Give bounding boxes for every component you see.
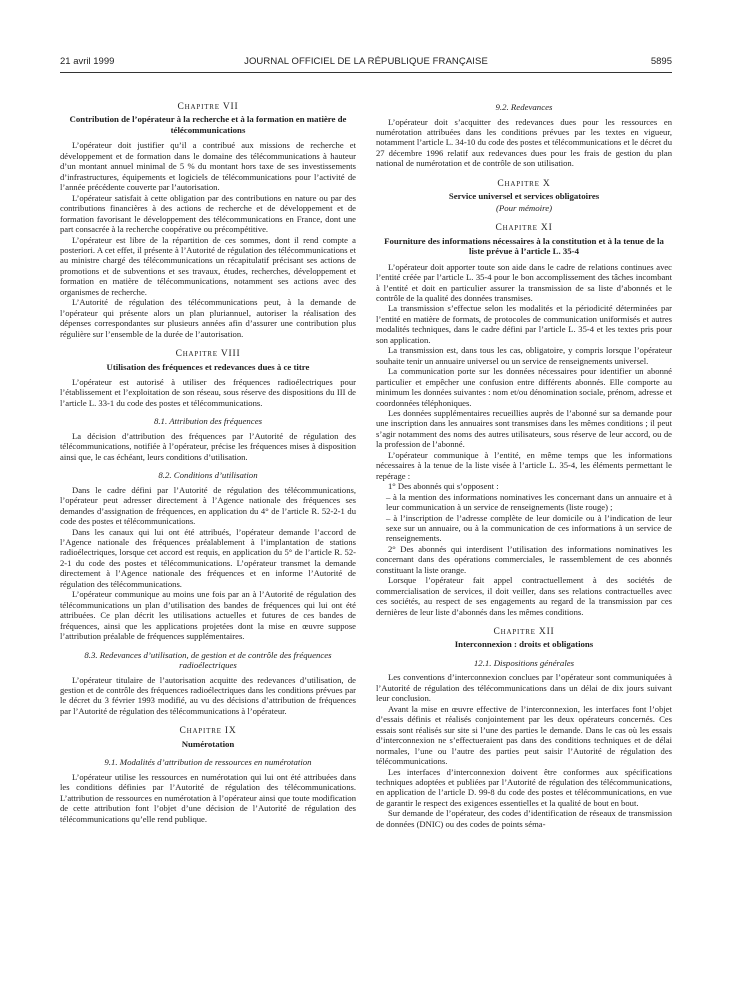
paragraph: Dans les canaux qui lui ont été attribués, l’opérateur demande l’accord de l’Agence nationale des fréquences préalablement à l’implantation de stations radioélectriques, lorsque cet accord est requis, en application du 5° de l’article R. 52-2-1 du code des postes et télécommunications. L’opérateur transmet la demande directement à l’Agence nationale des fréquences et en informe l’Autorité de régulation des télécommunications.	[60, 526, 356, 589]
paragraph: L’opérateur doit justifier qu’il a contribué aux missions de recherche et développement et de formation dans le domaine des télécommunications à hauteur d’un montant annuel minimal de 5 % du montant hors taxe de ses investissements d’infrastructures, équipements et logiciels de télécommunications pour l’activité de l’année précédente couverte par l’autorisation.	[60, 140, 356, 193]
paragraph: Les conventions d’interconnexion conclues par l’opérateur sont communiquées à l’Autorité de régulation des télécommunications dans un délai de dix jours suivant leur conclusion.	[376, 672, 672, 704]
paragraph: 2° Des abonnés qui interdisent l’utilisation des informations nominatives les concernant dans des opérations commerciales, le rassemblement de ces abonnés constituant la liste orange.	[376, 543, 672, 575]
paragraph: 1° Des abonnés qui s’opposent :	[388, 481, 499, 492]
header-date: 21 avril 1999	[60, 56, 115, 67]
paragraph: La décision d’attribution des fréquences par l’Autorité de régulation des télécommunications, notifiée à l’opérateur, précise les fréquences mises à disposition ainsi que, le cas échéant, leurs conditions d’utilisation.	[60, 430, 356, 462]
paragraph: Avant la mise en œuvre effective de l’interconnexion, les interfaces font l’objet d’essais définis et réalisés conjointement par les deux opérateurs concernés. Ces essais sont réalisés sur site si l’une des parties le demande. Dans le cas où les essais d’interconnexion ne s’effectueraient pas dans des conditions techniques et de délai normales, l’une ou l’autre des parties peut saisir l’Autorité de régulation des télécommunications.	[376, 703, 672, 767]
paragraph: Sur demande de l’opérateur, des codes d’identification de réseaux de transmission de données (DNIC) ou des codes de points séma-	[376, 808, 672, 829]
section-heading: 8.2. Conditions d’utilisation	[158, 470, 258, 481]
chapter-heading: Chapitre IX	[179, 726, 237, 737]
paragraph: La transmission s’effectue selon les modalités et la périodicité déterminées par l’entité en matière de formats, de protocoles de communication uniformisés et autres modalités techniques, dans le cadre défini par l’article L. 35-4 et les textes pris pour son application.	[376, 303, 672, 345]
section-heading: 9.1. Modalités d’attribution de ressources en numérotation	[104, 757, 312, 768]
chapter-title: Fourniture des informations nécessaires à la constitution et à la tenue de la liste prévue à l’article L. 35-4	[384, 235, 664, 257]
paragraph: L’opérateur communique au moins une fois par an à l’Autorité de régulation des télécommunications un plan d’utilisation des bandes de fréquences qui lui ont été attribuées. Ce plan décrit les utilisations actuelles et futures de ces bandes de fréquences, ainsi que les applications projetées dont la mise en œuvre suppose l’attribution préalable de fréquences supplémentaires.	[60, 589, 356, 642]
chapter-heading: Chapitre X	[497, 178, 551, 189]
section-heading: 8.1. Attribution des fréquences	[153, 416, 263, 427]
page-header	[60, 56, 672, 70]
left-column	[60, 96, 356, 824]
paragraph: L’Autorité de régulation des télécommunications peut, à la demande de l’opérateur qui présente alors un plan pluriannuel, autoriser la réalisation des dépenses correspondantes sur plusieurs années afin d’assurer une contribution plus régulière sur l’ensemble de la durée de l’autorisation.	[60, 297, 356, 339]
header-rule	[60, 72, 672, 73]
chapter-heading: Chapitre VII	[177, 102, 239, 112]
chapter-subtitle: (Pour mémoire)	[495, 202, 553, 213]
list-item: – à l’inscription de l’adresse complète de leur domicile ou à l’indication de leur sexe sur un annuaire, ou à la communication de ces informations à un service de renseignements.	[386, 512, 672, 544]
page-number: 5895	[650, 56, 672, 67]
right-column	[376, 96, 672, 829]
paragraph: L’opérateur communique à l’entité, en même temps que les informations nécessaires à la tenue de la liste visée à l’article L. 35-4, les éléments permettant le repérage :	[376, 449, 672, 481]
paragraph: L’opérateur doit s’acquitter des redevances dues pour les ressources en numérotation attribuées dans les conditions prévues par les textes en vigueur, notamment l’article L. 34-10 du code des postes et télécommunications et le décret du 27 décembre 1996 relatif aux redevances dues pour les frais de gestion du plan national de numérotation et de contrôle de son utilisation.	[376, 116, 672, 169]
paragraph: L’opérateur satisfait à cette obligation par des contributions en nature ou par des contributions financières à des actions de recherche et de développement et de formation favorisant le développement des télécommunications en France, dont une part consacrée à la recherche coopérative ou précompétitive.	[60, 192, 356, 235]
paragraph: L’opérateur titulaire de l’autorisation acquitte des redevances d’utilisation, de gestion et de contrôle des fréquences radioélectriques dans les conditions prévues par le décret du 3 février 1993 modifié, au vu des décisions d’attribution de fréquences par l’Autorité de régulation des télécommunications à l’opérateur.	[60, 674, 356, 716]
chapter-title: Interconnexion : droits et obligations	[454, 639, 594, 650]
paragraph: Les données supplémentaires recueillies auprès de l’abonné sur sa demande pour une inscription dans les annuaires sont transmises dans les mêmes conditions ; il peut s’agir notamment des noms des autres utilisateurs, sous réserve de leur accord, ou de la profession de l’abonné.	[376, 407, 672, 450]
section-heading: 9.2. Redevances	[495, 102, 553, 112]
chapter-title: Utilisation des fréquences et redevances dues à ce titre	[106, 361, 310, 372]
paragraph: Les interfaces d’interconnexion doivent être conformes aux spécifications techniques adoptées et publiées par l’Autorité de régulation des télécommunications, en application de l’article D. 99-8 du code des postes et télécommunications, en vue de garantir le respect des exigences essentielles et la qualité de bout en bout.	[376, 766, 672, 808]
journal-title: JOURNAL OFFICIEL DE LA RÉPUBLIQUE FRANÇAISE	[244, 56, 488, 67]
section-heading: 8.3. Redevances d’utilisation, de gestion et de contrôle des fréquences radioélectriques	[84, 649, 332, 671]
paragraph: L’opérateur utilise les ressources en numérotation qui lui ont été attribuées dans les conditions définies par l’Autorité de régulation des télécommunications. L’attribution de ressources en numérotation à l’opérateur ainsi que toute modification de cette attribution font l’objet d’une décision de l’Autorité de régulation des télécommunications qu’elle rend publique.	[60, 771, 356, 824]
paragraph: Dans le cadre défini par l’Autorité de régulation des télécommunications, l’opérateur peut adresser directement à l’Agence nationale des fréquences ses demandes d’assignation de fréquences, en application du 4° de l’article R. 52-2-1 du code des postes et télécommunications.	[60, 484, 356, 527]
chapter-heading: Chapitre XI	[495, 223, 553, 234]
paragraph: L’opérateur doit apporter toute son aide dans le cadre de relations continues avec l’entité créée par l’article L. 35-4 pour le bon accomplissement des tâches incombant à l’entité et doit en particulier assurer la transmission de sa liste d’abonnés et le contrôle de la qualité des données transmises.	[376, 261, 672, 303]
chapter-title: Service universel et services obligatoires	[448, 191, 600, 202]
chapter-heading: Chapitre VIII	[175, 349, 241, 360]
paragraph: L’opérateur est autorisé à utiliser des fréquences radioélectriques pour l’établissement et l’exploitation de son réseau, sous réserve des dispositions du III de l’article L. 33-1 du code des postes et télécommunications.	[60, 377, 356, 408]
paragraph: L’opérateur est libre de la répartition de ces sommes, dont il rend compte a posteriori. A cet effet, il présente à l’Autorité de régulation des télécommunications et au ministre chargé des télécommunications un récapitulatif précisant ses actions de promotions et de subventions et ses travaux, études, recherches, développement et formation en matière de télécommunications, notamment ses actions avec des organismes de recherche.	[60, 234, 356, 297]
chapter-title: Contribution de l’opérateur à la recherche et à la formation en matière de télécommunications	[69, 114, 347, 135]
list-item: – à la mention des informations nominatives les concernant dans un annuaire et à leur communication à un service de renseignements (liste rouge) ;	[386, 491, 672, 513]
section-heading: 12.1. Dispositions générales	[473, 657, 575, 668]
paragraph: La communication porte sur les données nécessaires pour identifier un abonné particulier et empêcher une confusion entre différents abonnés. Elle comporte au minimum les données suivantes : nom et/ou dénomination sociale, prénom, adresse et coordonnées téléphoniques.	[376, 366, 672, 408]
paragraph: Lorsque l’opérateur fait appel contractuellement à des sociétés de commercialisation de services, il doit veiller, dans ses relations contractuelles avec ces sociétés, au respect de ses engagements au regard de la transmission par ces dernières de leur liste d’abonnés dans les mêmes conditions.	[376, 575, 672, 617]
chapter-title: Numérotation	[181, 738, 235, 749]
chapter-heading: Chapitre XII	[493, 627, 555, 638]
paragraph: La transmission est, dans tous les cas, obligatoire, y compris lorsque l’opérateur souhaite tenir un annuaire universel ou un service de renseignements universel.	[376, 345, 672, 366]
